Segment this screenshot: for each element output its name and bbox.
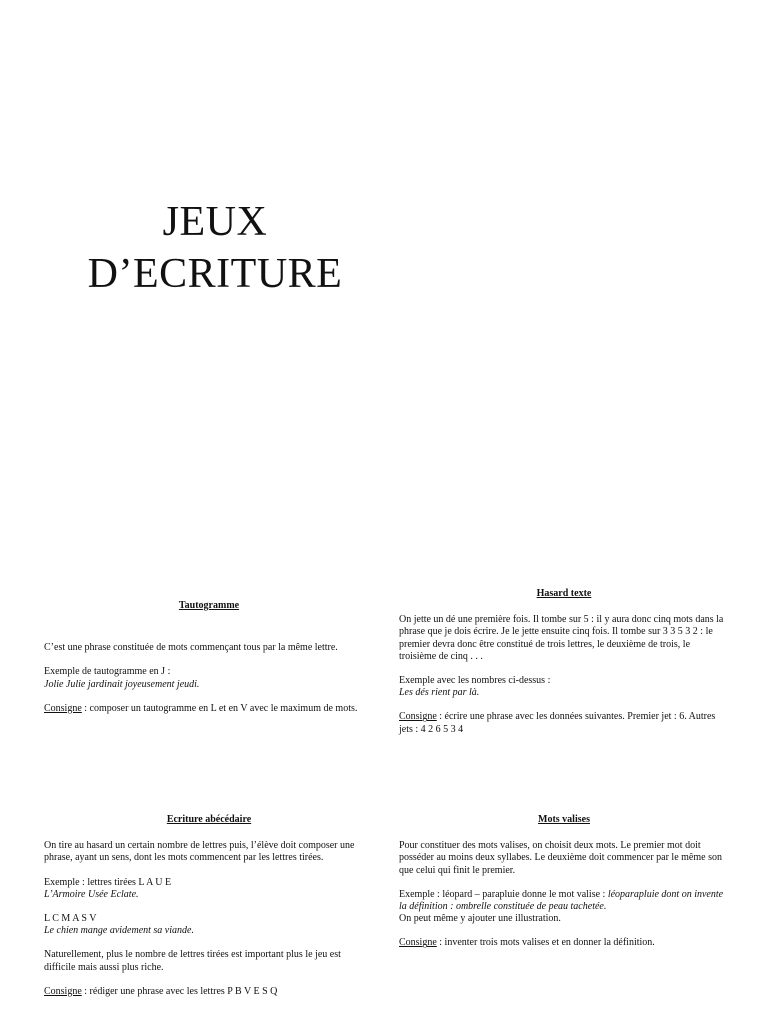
consigne-text: : écrire une phrase avec les données suivantes. Premier jet : 6. Autres jets : 4 2 6 5 3 4 — [399, 711, 716, 735]
example-2-letters: L C M A S V — [44, 913, 97, 925]
section-note: Naturellement, plus le nombre de lettres tirées est important plus le jeu est difficile mais aussi plus riche. — [44, 949, 341, 973]
consigne-text: : composer un tautogramme en L et en V avec le maximum de mots. — [81, 702, 358, 714]
section-description: On jette un dé une première fois. Il tombe sur 5 : il y aura donc cinq mots dans la phrase que je dois écrire. Je le jette ensuite cinq fois. Il tombe sur 3 3 5 3 2 : le premier devra donc être constitué de trois lettres, le deuxième de trois, le troisième de cinq . . . — [399, 614, 724, 662]
section-tautogramme — [44, 600, 374, 727]
consigne-label: Consigne — [399, 937, 437, 949]
example-text: L’Armoire Usée Eclate. — [44, 888, 139, 900]
title-line-1: JEUX — [162, 199, 268, 245]
section-example — [44, 666, 374, 690]
consigne-text: : inventer trois mots valises et en donner la définition. — [436, 937, 655, 949]
example-intro: Exemple : lettres tirées L A U E — [44, 876, 172, 888]
section-example-2 — [44, 913, 374, 937]
section-description: Pour constituer des mots valises, on choisit deux mots. Le premier mot doit posséder au moins deux syllabes. Le deuxième doit commencer par le même son que celui qui finit le premier. — [399, 840, 722, 876]
section-ecriture-abecedaire — [44, 814, 374, 1010]
section-heading: Tautogramme — [178, 600, 240, 611]
example-intro: Exemple de tautogramme en J : — [44, 666, 171, 678]
section-consigne — [44, 703, 374, 715]
section-example — [399, 889, 729, 926]
section-extra: On peut même y ajouter une illustration. — [399, 913, 561, 925]
section-consigne — [44, 986, 374, 998]
title-line-2: D’ECRITURE — [87, 251, 343, 297]
section-definition: C’est une phrase constituée de mots commençant tous par la même lettre. — [44, 642, 338, 654]
section-heading: Mots valises — [538, 814, 590, 825]
section-example — [399, 675, 729, 699]
section-heading: Hasard texte — [536, 588, 592, 599]
example-2-text: Le chien mange avidement sa viande. — [44, 925, 194, 937]
section-description: On tire au hasard un certain nombre de lettres puis, l’élève doit composer une phrase, ayant un sens, dont les mots commencent par les lettres tirées. — [44, 840, 355, 864]
consigne-text: : rédiger une phrase avec les lettres P B V E S Q — [81, 985, 278, 997]
example-text: léoparapluie dont on invente la définition : ombrelle constituée de peau tachetée. — [399, 888, 724, 913]
example-text: Les dés rient par là. — [399, 687, 480, 699]
section-mots-valises — [399, 814, 729, 962]
section-example — [44, 877, 374, 901]
section-hasard-texte — [399, 588, 729, 748]
consigne-label: Consigne — [399, 711, 437, 723]
consigne-label: Consigne — [44, 702, 82, 714]
section-consigne — [399, 711, 729, 735]
example-intro: Exemple : léopard – parapluie donne le mot valise : — [399, 888, 608, 900]
section-consigne — [399, 937, 729, 949]
section-heading: Ecriture abécédaire — [166, 814, 252, 825]
example-text: Jolie Julie jardinait joyeusement jeudi. — [44, 678, 200, 690]
page-title — [0, 196, 430, 300]
example-intro: Exemple avec les nombres ci-dessus : — [399, 675, 551, 687]
consigne-label: Consigne — [44, 985, 82, 997]
